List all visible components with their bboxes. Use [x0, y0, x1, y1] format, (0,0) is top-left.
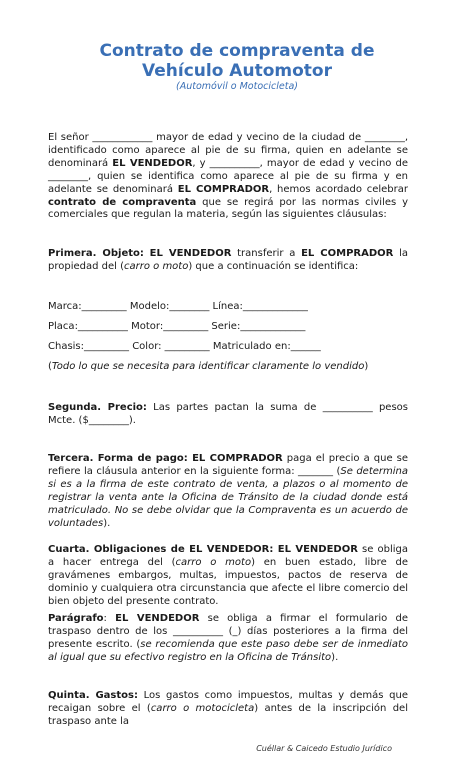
- field-marca: Marca:_________: [48, 301, 127, 312]
- vehicle-item: carro o moto: [124, 260, 189, 272]
- clause-text: transferir a: [231, 248, 302, 259]
- field-chasis: Chasis:_________: [48, 341, 130, 352]
- field-matriculado: Matriculado en:______: [212, 341, 321, 352]
- note-paren: ): [364, 361, 369, 372]
- clause-tercera: [48, 453, 408, 530]
- clause-heading: Primera. Objeto:: [48, 248, 144, 259]
- clause-primera: [48, 248, 408, 274]
- clause-text: se obliga a hacer entrega del (: [48, 544, 409, 568]
- vehicle-fields-row: [48, 301, 308, 312]
- intro-paragraph: [48, 132, 408, 222]
- clause-text: ).: [103, 517, 111, 529]
- clause-text: Los gastos como impuestos, multas y demás que recaigan sobre el (: [48, 690, 408, 714]
- clause-paragrafo: [48, 613, 408, 665]
- field-motor: Motor:_________: [131, 321, 209, 332]
- document-title-line2: Vehículo Automotor: [142, 61, 332, 81]
- clause-text: :: [103, 613, 116, 624]
- vehicle-item: carro o motocicleta: [150, 702, 255, 714]
- clause-note: Se determina si es a la firma de este contrato de venta, a plazos o al momento de registrar la venta ante la Oficina de Tránsito de la ciudad donde está matriculado. No se debe olvidar que la Compraventa es un acuerdo de voluntades: [48, 465, 408, 529]
- clause-quinta: [48, 690, 408, 729]
- clause-cuarta: [48, 544, 408, 609]
- clause-text: ) que a continuación se identifica:: [188, 260, 359, 272]
- clause-heading: Parágrafo: [48, 613, 104, 624]
- clause-text: la propiedad del (: [48, 248, 408, 272]
- clause-text: ) en buen estado, libre de gravámenes embargos, multas, impuestos, pactos de reserva de dominio y cualquiera otra circunstancia que afecte el libre comercio del bien objeto del presente contrato.: [48, 556, 408, 607]
- party-comprador: EL COMPRADOR: [187, 453, 283, 464]
- clause-heading: Quinta. Gastos:: [48, 690, 138, 701]
- party-comprador: EL COMPRADOR: [301, 248, 394, 259]
- clause-heading: Segunda. Precio:: [48, 402, 147, 413]
- clause-text: se obliga a firmar el formulario de traspaso dentro de los __________ (_) días posteriores a la firma del presente escrito. (: [48, 613, 408, 650]
- intro-text: , y __________, mayor de edad y vecino de ________, quien se identifica como aparece al pie de su firma y en adelante se denominará: [48, 157, 409, 195]
- party-vendedor: EL VENDEDOR: [115, 613, 200, 624]
- field-modelo: Modelo:________: [129, 301, 210, 312]
- document-subtitle: (Automóvil o Motocicleta): [176, 81, 298, 92]
- note-text: Todo lo que se necesita para identificar claramente lo vendido: [51, 361, 365, 372]
- vehicle-fields-row: [48, 321, 305, 332]
- clause-text: paga el precio a que se refiere la cláusula anterior en la siguiente forma: _______ (: [48, 453, 409, 477]
- note-paren: (: [48, 361, 52, 372]
- intro-text: que se regirá por las normas civiles y comerciales que regulan la materia, según las siguientes cláusulas:: [48, 196, 409, 221]
- field-placa: Placa:__________: [48, 321, 128, 332]
- identification-note: [48, 361, 368, 372]
- field-color: Color: _________: [132, 341, 210, 352]
- intro-text: , hemos acordado celebrar: [269, 183, 408, 195]
- party-comprador: EL COMPRADOR: [177, 183, 270, 195]
- party-vendedor: EL VENDEDOR: [273, 544, 358, 555]
- clause-segunda: [48, 402, 408, 428]
- field-serie: Serie:_____________: [211, 321, 306, 332]
- footer-firm-name: Cuéllar & Caicedo Estudio Jurídico: [256, 744, 392, 753]
- clause-text: Las partes pactan la suma de __________ pesos Mcte. ($________).: [48, 402, 408, 426]
- vehicle-fields-row: [48, 341, 321, 352]
- clause-text: ) antes de la inscripción del traspaso ante la: [48, 702, 408, 727]
- clause-note: se recomienda que este paso debe ser de inmediato al igual que su efectivo registro en la Oficina de Tránsito: [48, 638, 409, 663]
- contract-type: contrato de compraventa: [48, 196, 197, 208]
- field-linea: Línea:_____________: [212, 301, 308, 312]
- party-vendedor: EL VENDEDOR: [112, 157, 193, 169]
- vehicle-item: carro o moto: [175, 556, 252, 568]
- clause-text: ).: [331, 651, 339, 663]
- party-vendedor: EL VENDEDOR: [149, 248, 232, 259]
- document-title-line1: Contrato de compraventa de: [99, 41, 375, 61]
- clause-heading: Cuarta. Obligaciones de EL VENDEDOR:: [48, 544, 274, 555]
- intro-text: El señor ____________ mayor de edad y vecino de la ciudad de ________, identificado como aparece al pie de su firma, quien en adelante se denominará: [48, 132, 408, 169]
- clause-heading: Tercera. Forma de pago:: [48, 453, 188, 464]
